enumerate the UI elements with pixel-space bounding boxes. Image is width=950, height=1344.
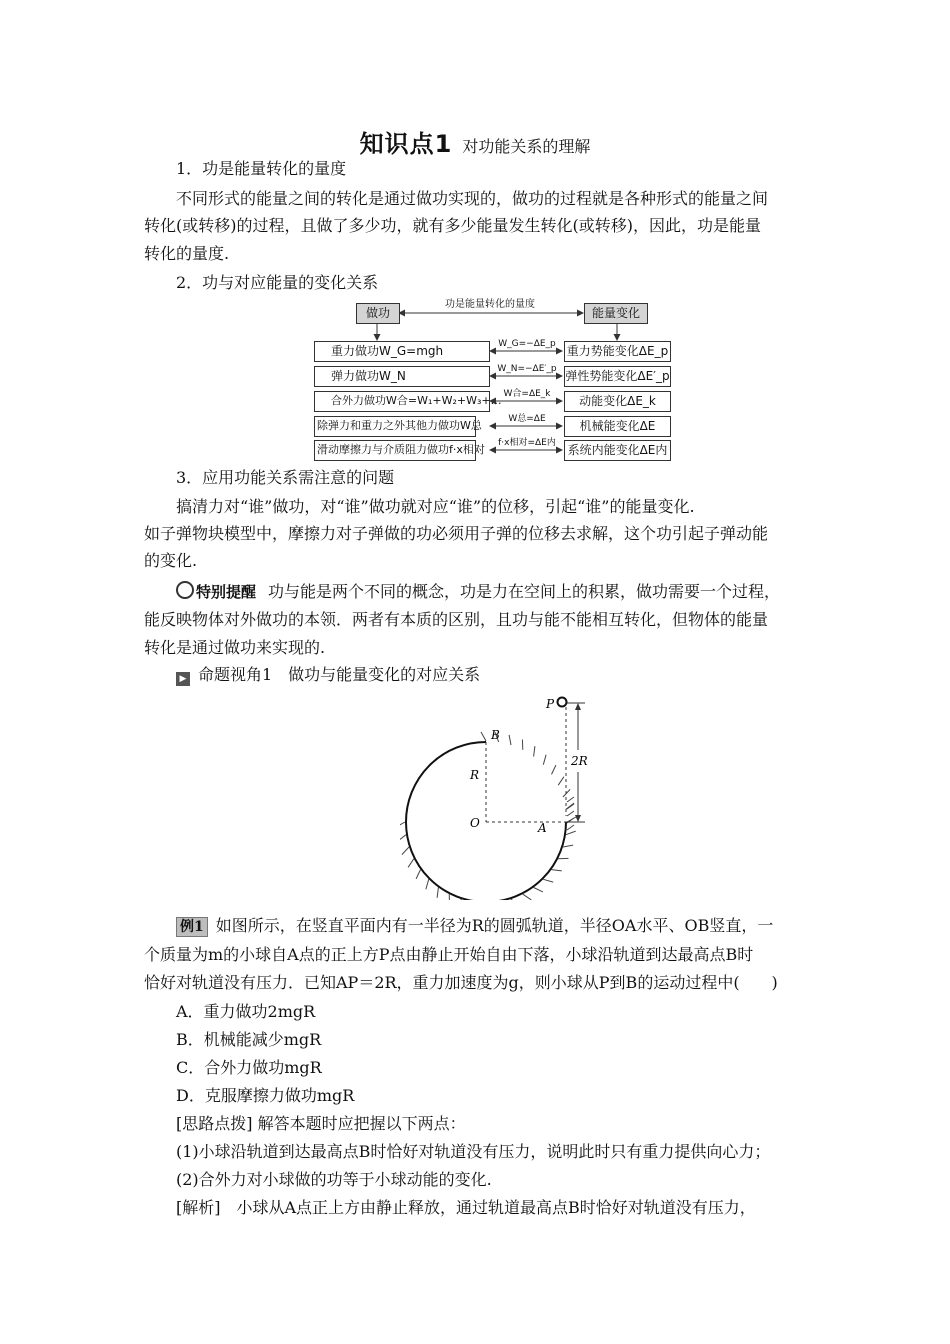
label-P: P: [546, 697, 555, 711]
label-B: B: [491, 728, 500, 742]
example-line-1: [176, 915, 773, 937]
perspective-heading: [176, 664, 480, 686]
relation-label-2: W_N=−ΔE′_p: [497, 364, 557, 374]
hatch-line: [567, 825, 574, 830]
energy-box-5: 系统内能变化ΔE内: [564, 440, 671, 461]
special-note-first: [176, 581, 780, 603]
energy-box-3: 动能变化ΔE_k: [564, 391, 671, 412]
track-figure: [400, 690, 600, 900]
diagram-right-header: 能量变化: [584, 303, 648, 324]
label-O: O: [470, 816, 480, 830]
relation-label-1: W_G=−ΔE_p: [498, 339, 556, 349]
hatch-line: [481, 732, 486, 741]
sec1-line-3: 转化的量度.: [144, 244, 230, 263]
hatch-line: [437, 888, 438, 898]
hatch-line: [400, 835, 406, 841]
perspective-text: 命题视角1 做功与能量变化的对应关系: [198, 665, 481, 684]
hatch-line: [543, 755, 546, 765]
hatch-line: [567, 804, 574, 809]
label-A: A: [538, 821, 547, 835]
dim-arrow-up: [575, 703, 581, 710]
analysis-line: [解析] 小球从A点正上方由静止释放，通过轨道最高点B时恰好对轨道没有压力，: [176, 1198, 756, 1217]
hatch-line: [567, 811, 574, 816]
hint-point-2: (2)合外力对小球做的功等于小球动能的变化.: [176, 1170, 492, 1189]
relation-label-4: W总=ΔE: [508, 414, 546, 424]
hatch-line: [543, 879, 553, 882]
example-text-1: 如图所示，在竖直平面内有一半径为R的圆弧轨道，半径OA水平、OB竖直，一: [215, 916, 774, 935]
hint-point-1: (1)小球沿轨道到达最高点B时恰好对轨道没有压力，说明此时只有重力提供向心力；: [176, 1142, 771, 1161]
hatch-line: [558, 777, 564, 786]
diagram-top-label: 功是能量转化的量度: [445, 299, 535, 310]
relation-label-5: f·x相对=ΔE内: [498, 438, 556, 448]
label-2R: 2R: [571, 754, 588, 768]
hatch-line: [509, 735, 511, 745]
hatch-line: [563, 789, 570, 797]
sec2-heading: 2．功与对应能量的变化关系: [176, 273, 379, 292]
sec1-line-2: 转化(或转移)的过程，且做了多少功，就有多少能量发生转化(或转移)，因此，功是能量: [144, 216, 761, 235]
example-line-2: 个质量为m的小球自A点的正上方P点由静止开始自由下落，小球沿轨道到达最高点B时: [144, 945, 754, 964]
note-line-3: 转化是通过做功来实现的.: [144, 638, 326, 657]
option-d: D．克服摩擦力做功mgR: [176, 1086, 355, 1105]
ball: [558, 698, 567, 707]
hatch-line: [552, 870, 562, 871]
note-icon: [176, 581, 194, 599]
work-box-3: 合外力做功W合=W₁+W₂+W₃+…: [314, 391, 490, 412]
energy-box-1: 重力势能变化ΔE_p: [564, 341, 671, 362]
option-a: A．重力做功2mgR: [176, 1002, 316, 1021]
title-main: 知识点1: [359, 130, 453, 158]
note-line-2: 能反映物体对外做功的本领．两者有本质的区别，且功与能不能相互转化，但物体的能量: [144, 610, 769, 629]
hatch-line: [408, 859, 414, 868]
energy-box-2: 弹性势能变化ΔE′_p: [564, 366, 671, 387]
option-c: C．合外力做功mgR: [176, 1058, 322, 1077]
note-first-text: 功与能是两个不同的概念，功是力在空间上的积累，做功需要一个过程，: [268, 582, 781, 601]
example-badge: 例1: [176, 917, 208, 937]
sec1-line-1: 不同形式的能量之间的转化是通过做功实现的，做功的过程就是各种形式的能量之间: [176, 189, 769, 208]
energy-box-4: 机械能变化ΔE: [564, 416, 671, 437]
play-icon: ▶: [176, 672, 190, 686]
dim-arrow-down: [575, 815, 581, 822]
hatch-line: [402, 847, 409, 855]
hatch-line: [552, 765, 556, 774]
hatch-line: [523, 894, 532, 900]
work-box-1: 重力做功W_G=mgh: [314, 341, 490, 362]
sec3-line-1: 搞清力对“谁”做功，对“谁”做功就对应“谁”的位移，引起“谁”的能量变化.: [176, 497, 695, 516]
hatch-line: [563, 845, 573, 847]
sec3-line-3: 的变化.: [144, 551, 198, 570]
hatch-line: [566, 831, 576, 835]
hatch-line: [400, 822, 405, 827]
sec1-heading: 1．功是能量转化的量度: [176, 159, 347, 178]
label-R: R: [470, 768, 480, 782]
hatch-line: [534, 888, 543, 892]
diagram-left-header: 做功: [356, 303, 400, 324]
sec3-heading: 3．应用功能关系需注意的问题: [176, 468, 395, 487]
work-box-4: 除弹力和重力之外其他力做功W总: [314, 416, 476, 437]
hatch-line: [511, 899, 519, 900]
hatch-line: [534, 746, 535, 756]
hatch-line: [567, 797, 574, 802]
work-box-2: 弹力做功W_N: [314, 366, 490, 387]
hatch-line: [426, 879, 429, 889]
hatch-line: [416, 870, 420, 879]
hint-heading: [思路点拨] 解答本题时应把握以下两点：: [176, 1114, 466, 1133]
example-line-3: 恰好对轨道没有压力．已知AP＝2R，重力加速度为g，则小球从P到B的运动过程中( ): [144, 973, 778, 992]
option-b: B．机械能减少mgR: [176, 1030, 322, 1049]
relation-label-3: W合=ΔE_k: [503, 389, 551, 399]
work-box-5: 滑动摩擦力与介质阻力做功f·x相对: [314, 440, 476, 461]
title-sub: 对功能关系的理解: [462, 137, 591, 156]
sec3-line-2: 如子弹物块模型中，摩擦力对子弹做的功必须用子弹的位移去求解，这个功引起子弹动能: [144, 524, 769, 543]
note-head: 特别提醒: [196, 583, 257, 601]
